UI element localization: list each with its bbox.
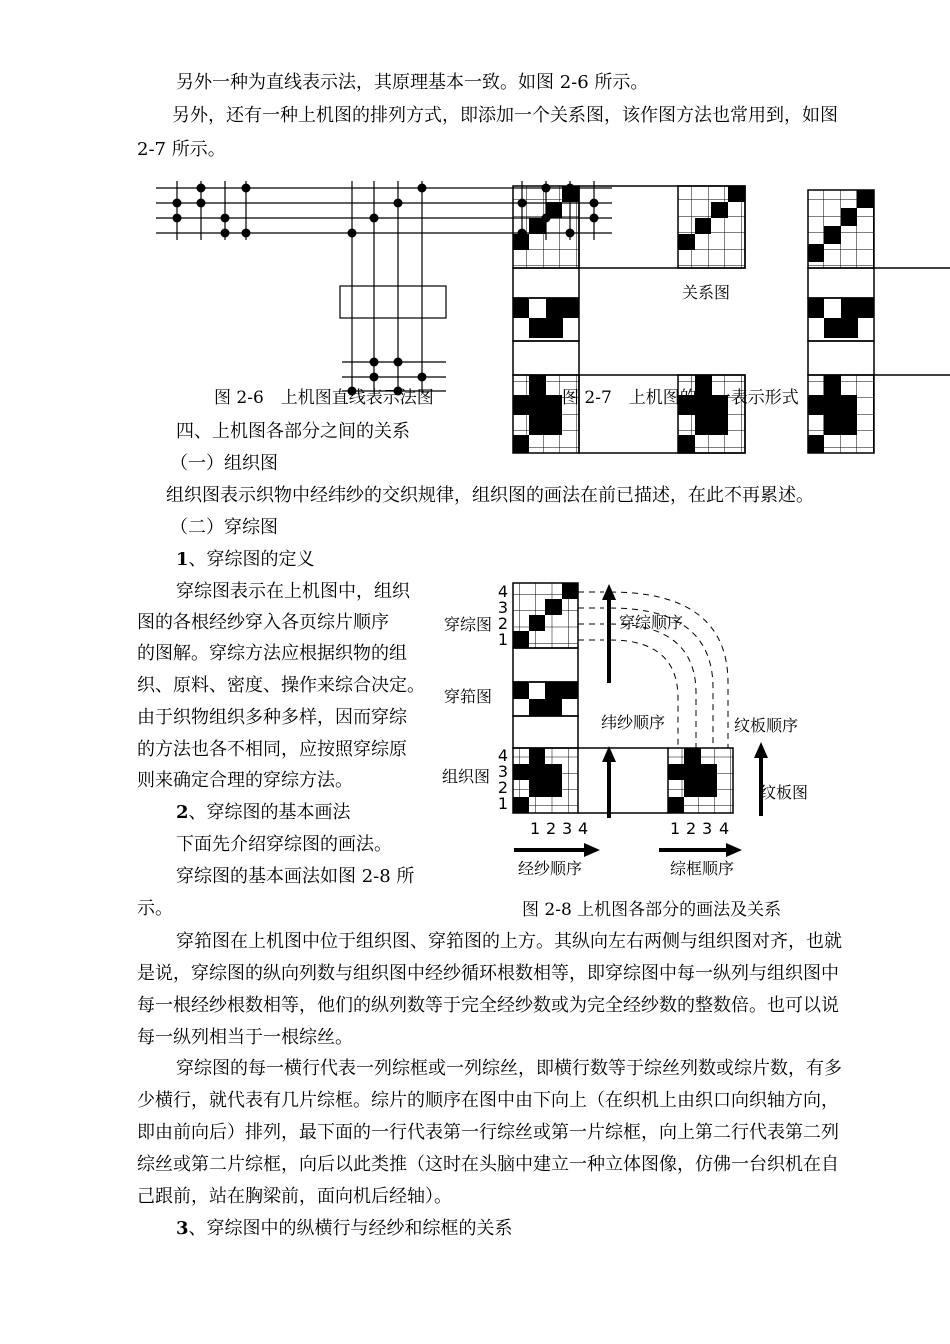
para1-line-2: 是说，穿综图的纵向列数与组织图中经纱循环根数相等，即穿综图中每一纵列与组织图中 [137,963,839,984]
def-line-4: 织、原料、密度、操作来综合决定。 [137,675,425,696]
col-number-right-3: 3 [702,819,713,838]
para2-line-5: 己跟前，站在胸梁前，面向机后经轴）。 [137,1186,452,1207]
heading-definition-text: 、穿综图的定义 [188,549,315,570]
col-number-left-3: 3 [562,819,573,838]
caption-fig-2-7: 图 2-7 上机图的另一表示形式 [562,388,799,408]
heading-definition-number: 1 [176,549,189,570]
draw-line-2: 穿综图的基本画法如图 2-8 所 [176,866,415,887]
heading-basic-drawing-number: 2 [176,802,189,823]
col-number-right-2: 2 [686,819,697,838]
heading-weave-diagram: （一）组织图 [170,453,278,474]
heading-drafting-diagram: （二）穿综图 [170,517,278,538]
line-1: 另外一种为直线表示法，其原理基本一致。如图 2-6 所示。 [176,72,649,93]
label-weft-order: 纬纱顺序 [601,713,666,732]
heading-relation-text: 、穿综图中的纵横行与经纱和综框的关系 [188,1218,513,1239]
label-peg-order: 纹板顺序 [734,716,799,735]
col-number-right-1: 1 [670,819,681,838]
row-number-top-3: 3 [497,598,508,617]
draw-line-3: 示。 [137,898,173,919]
col-number-left-2: 2 [546,819,557,838]
para1-line-4: 每一纵列相当于一根综丝。 [137,1027,353,1048]
caption-fig-2-6: 图 2-6 上机图直线表示法图 [214,388,434,408]
heading-relation [176,1217,513,1241]
para1-line-1: 穿筘图在上机图中位于组织图、穿筘图的上方。其纵向左右两侧与组织图对齐，也就 [176,931,842,952]
para2-line-2: 少横行，就代表有几片综框。综片的顺序在图中由下向上（在织机上由织口向织轴方向， [137,1090,839,1111]
row-number-top-1: 1 [497,630,508,649]
draw-line-1: 下面先介绍穿综图的画法。 [176,834,392,855]
def-line-6: 的方法也各不相同，应按照穿综原 [137,739,407,760]
def-line-3: 的图解。穿综方法应根据织物的组 [137,643,407,664]
col-number-left-1: 1 [530,819,541,838]
def-line-5: 由于织物组织多种多样，因而穿综 [137,707,407,728]
label-peg-plan: 纹板图 [760,783,809,802]
def-line-2: 图的各根经纱穿入各页综片顺序 [137,612,389,633]
line-2: 另外，还有一种上机图的排列方式，即添加一个关系图，该作图方法也常用到，如图 [172,105,838,126]
col-number-left-4: 4 [578,819,589,838]
para2-line-4: 综丝或第二片综框，向后以此类推（这时在头脑中建立一种立体图像，仿佛一台织机在自 [137,1154,839,1175]
heading-relation-number: 3 [176,1218,189,1239]
row-number-bottom-2: 2 [497,778,508,797]
label-drafting: 穿综图 [444,615,493,634]
para2-line-1: 穿综图的每一横行代表一列综框或一列综丝，即横行数等于综丝列数或综片数，有多 [176,1058,842,1079]
figure-2-8 [438,578,838,888]
def-line-7: 则来确定合理的穿综方法。 [137,770,353,791]
caption-fig-2-8: 图 2-8 上机图各部分的画法及关系 [522,900,782,920]
row-number-bottom-1: 1 [497,794,508,813]
heading-section-4: 四、上机图各部分之间的关系 [176,421,410,442]
relation-label: 关系图 [682,283,731,302]
para1-line-3: 每一根经纱根数相等，他们的纵列数等于完全经纱数或为完全经纱数的整数倍。也可以说 [137,995,839,1016]
figure-2-7 [510,183,950,458]
row-number-bottom-3: 3 [497,762,508,781]
heading-basic-drawing-text: 、穿综图的基本画法 [188,802,351,823]
label-weave: 组织图 [442,767,491,786]
col-number-right-4: 4 [719,819,730,838]
label-frame-order: 综框顺序 [670,859,735,878]
heading-definition [176,548,315,572]
label-drafting-order: 穿综顺序 [619,613,684,632]
row-number-bottom-4: 4 [497,746,508,765]
line-3: 2-7 所示。 [137,139,226,160]
row-number-top-4: 4 [497,582,508,601]
para2-line-3: 即由前向后）排列，最下面的一行代表第一行综丝或第一片综框，向上第二行代表第二列 [137,1122,839,1143]
label-warp-order: 经纱顺序 [518,859,583,878]
para-weave-diagram: 组织图表示织物中经纬纱的交织规律，组织图的画法在前已描述，在此不再累述。 [166,485,814,506]
heading-basic-drawing [176,801,351,825]
label-denting: 穿筘图 [444,687,493,706]
row-number-top-2: 2 [497,614,508,633]
def-line-1: 穿综图表示在上机图中，组织 [176,581,410,602]
